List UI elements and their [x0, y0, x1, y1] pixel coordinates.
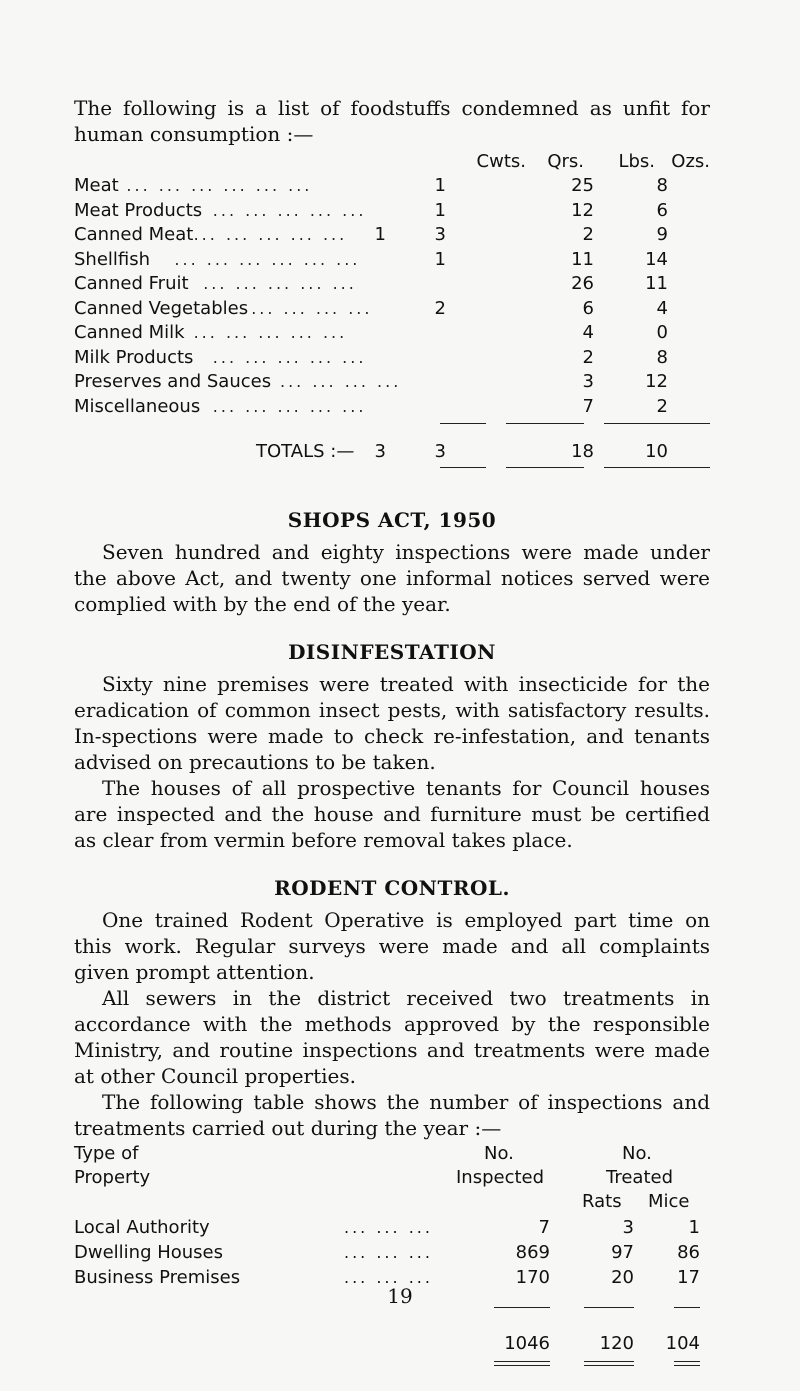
leader-dots: ... ... ...: [344, 1218, 433, 1237]
double-rule-mice-1: [674, 1361, 700, 1362]
disinfestation-heading: DISINFESTATION: [288, 640, 496, 664]
rodent-paragraph-2: All sewers in the district received two treatments in accordance with the methods approved by the responsible Ministry, and routine inspections and treatments were made at other Council properties.: [74, 986, 710, 1088]
leader-dots: ... ... ... ... ...: [212, 347, 367, 367]
lbs-cell: 6: [582, 297, 594, 319]
food-item-label: Canned Fruit: [74, 273, 189, 294]
totals-label: TOTALS :—: [256, 441, 355, 462]
header-rats: Rats: [582, 1191, 622, 1212]
leader-dots: ... ... ...: [344, 1268, 433, 1287]
header-treated: Treated: [606, 1167, 674, 1188]
header-mice: Mice: [648, 1191, 690, 1212]
header-property: Property: [74, 1167, 151, 1188]
rule-qrs-bottom: [440, 467, 486, 468]
leader-dots: ... ... ...: [344, 1243, 433, 1262]
qrs-cell: 1: [434, 175, 446, 196]
food-item-label: Meat: [74, 175, 119, 196]
lbs-cell: 3: [582, 371, 594, 392]
inspected-cell: 869: [515, 1242, 550, 1263]
page-number: 19: [387, 1284, 413, 1308]
inspected-cell: 170: [515, 1267, 550, 1288]
qrs-cell: 1: [434, 199, 446, 221]
ozs-cell: 6: [656, 199, 668, 221]
header-no-treated: No.: [622, 1143, 652, 1164]
rule-lbs-top: [506, 423, 584, 424]
rodent-paragraph-1: One trained Rodent Operative is employed part time on this work. Regular surveys were made and all complaints given prompt attention.: [74, 908, 710, 984]
leader-dots: ... ... ... ...: [251, 298, 373, 318]
ozs-cell: 0: [656, 322, 668, 343]
leader-dots: ... ... ... ... ... ...: [174, 249, 361, 269]
lbs-cell: 7: [582, 395, 594, 417]
rule-ozs-bottom: [604, 467, 710, 468]
inspected-cell: 7: [538, 1217, 550, 1238]
leader-dots: ... ... ... ... ...: [212, 396, 367, 416]
lbs-cell: 25: [571, 175, 594, 196]
property-type-label: Dwelling Houses: [74, 1242, 224, 1263]
food-item-label: Shellfish: [74, 248, 151, 270]
rodent-totals-row: [74, 1331, 710, 1391]
food-item-label: Meat Products: [74, 199, 203, 221]
ozs-cell: 9: [656, 224, 668, 245]
lbs-cell: 12: [571, 199, 594, 221]
double-rule-mice-2: [674, 1365, 700, 1366]
property-type-label: Local Authority: [74, 1217, 210, 1238]
leader-dots: ... ... ... ... ...: [193, 225, 348, 244]
header-lbs: Lbs.: [618, 151, 655, 172]
food-item-label: Canned Milk: [74, 322, 185, 343]
disinfestation-paragraph-2: The houses of all prospective tenants for Council houses are inspected and the house and furniture must be certified as clear from vermin before removal takes place.: [74, 776, 710, 852]
document-page: [74, 95, 710, 1391]
ozs-cell: 11: [645, 273, 668, 294]
ozs-cell: 12: [645, 371, 668, 392]
double-rule-inspected-2: [494, 1365, 550, 1366]
ozs-cell: 8: [656, 346, 668, 368]
rule-lbs-bottom: [506, 467, 584, 468]
food-item-label: Milk Products: [74, 346, 194, 368]
foodstuffs-table: [74, 147, 710, 437]
mice-cell: 1: [688, 1217, 700, 1238]
total-ozs: 10: [645, 441, 668, 462]
shops-act-heading: SHOPS ACT, 1950: [287, 508, 497, 532]
rats-cell: 3: [622, 1217, 634, 1238]
property-type-label: Business Premises: [74, 1267, 241, 1288]
qrs-cell: 1: [434, 248, 446, 270]
header-type-of: Type of: [74, 1143, 139, 1164]
double-rule-rats-2: [584, 1365, 634, 1366]
food-item-label: Canned Meat: [74, 224, 194, 245]
leader-dots: ... ... ... ... ...: [203, 274, 357, 293]
header-inspected: Inspected: [456, 1167, 545, 1188]
leader-dots: ... ... ... ...: [280, 372, 402, 391]
double-rule-rats-1: [584, 1361, 634, 1362]
rule-qrs-top: [440, 423, 486, 424]
rodent-control-heading: RODENT CONTROL.: [274, 876, 510, 900]
intro-paragraph: The following is a list of foodstuffs condemned as unfit for human consumption :—: [74, 96, 710, 146]
total-rats: 120: [599, 1333, 634, 1354]
header-qrs: Qrs.: [547, 151, 584, 172]
lbs-cell: 2: [582, 224, 594, 245]
double-rule-inspected-1: [494, 1361, 550, 1362]
header-cwts: Cwts.: [476, 151, 526, 172]
total-lbs: 18: [571, 441, 594, 462]
totals-row: [74, 437, 710, 487]
total-qrs: 3: [434, 441, 446, 462]
total-mice: 104: [665, 1333, 700, 1354]
mice-cell: 17: [677, 1267, 700, 1288]
header-no-inspected: No.: [484, 1143, 514, 1164]
ozs-cell: 8: [656, 175, 668, 196]
qrs-cell: 2: [434, 297, 446, 319]
leader-dots: ... ... ... ... ...: [193, 323, 348, 342]
mice-cell: 86: [677, 1242, 700, 1263]
ozs-cell: 2: [656, 395, 668, 417]
food-item-label: Canned Vegetables: [74, 297, 249, 319]
lbs-cell: 11: [571, 248, 594, 270]
ozs-cell: 4: [656, 297, 668, 319]
food-item-label: Preserves and Sauces: [74, 371, 272, 392]
rats-cell: 97: [611, 1242, 634, 1263]
total-cwts: 3: [374, 441, 386, 462]
ozs-cell: 14: [645, 248, 668, 270]
shops-act-paragraph: Seven hundred and eighty inspections were made under the above Act, and twenty one informal notices served were complied with by the end of the year.: [74, 540, 710, 616]
lbs-cell: 4: [582, 322, 594, 343]
cwts-cell: 1: [374, 224, 386, 245]
rats-cell: 20: [611, 1267, 634, 1288]
disinfestation-paragraph-1: Sixty nine premises were treated with insecticide for the eradication of common insect pests, with satisfactory results. In-spections were made to check re-infestation, and tenants advised on precautions to be taken.: [74, 672, 710, 774]
leader-dots: ... ... ... ... ...: [212, 200, 367, 220]
food-item-label: Miscellaneous: [74, 395, 201, 417]
lbs-cell: 2: [582, 346, 594, 368]
rule-ozs-top: [604, 423, 710, 424]
rodent-paragraph-3: The following table shows the number of inspections and treatments carried out during the year :—: [74, 1090, 710, 1140]
leader-dots: ... ... ... ... ... ...: [126, 176, 313, 195]
header-ozs: Ozs.: [671, 151, 710, 172]
total-inspected: 1046: [504, 1333, 550, 1354]
lbs-cell: 26: [571, 273, 594, 294]
qrs-cell: 3: [434, 224, 446, 245]
